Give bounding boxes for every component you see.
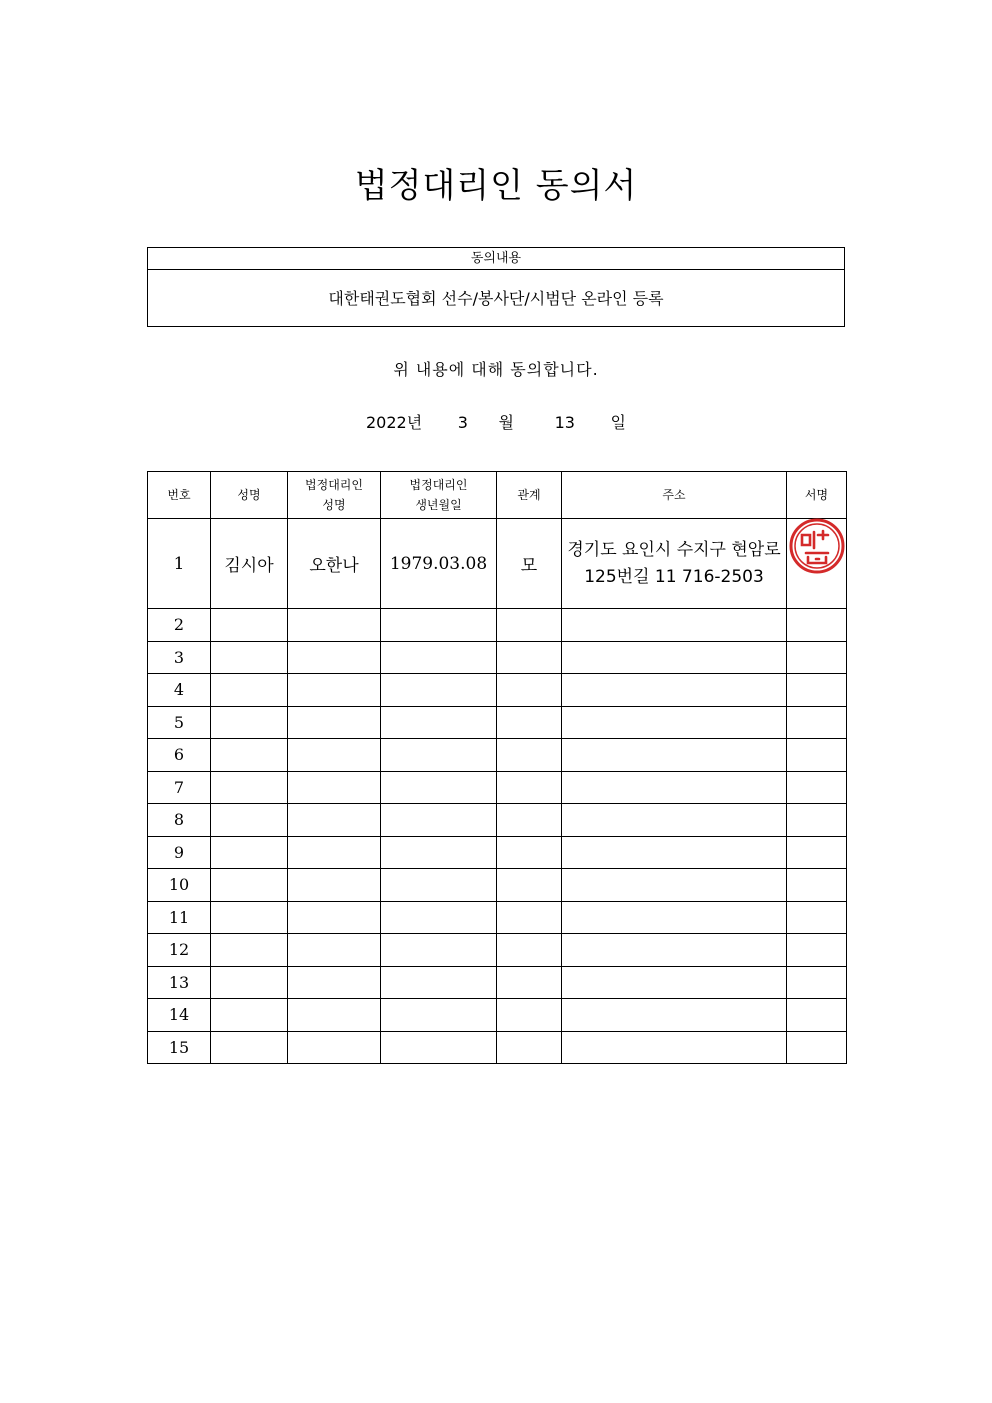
cell-signature: [787, 1031, 847, 1064]
table-row: [148, 966, 847, 999]
cell-no: 2: [148, 609, 211, 642]
cell-relation: [497, 706, 562, 739]
cell-signature: [787, 674, 847, 707]
cell-signature: [787, 966, 847, 999]
cell-address: [562, 1031, 787, 1064]
cell-guardian-name: [288, 836, 381, 869]
table-row: [148, 641, 847, 674]
cell-address: [562, 934, 787, 967]
cell-guardian-birth: 1979.03.08: [381, 519, 497, 609]
cell-relation: [497, 836, 562, 869]
cell-guardian-name: [288, 999, 381, 1032]
consent-content: 대한태권도협회 선수/봉사단/시범단 온라인 등록: [328, 289, 664, 308]
registration-table: [147, 471, 847, 1064]
table-row: [148, 804, 847, 837]
cell-address: [562, 609, 787, 642]
cell-signature: [787, 641, 847, 674]
cell-guardian-birth: [381, 641, 497, 674]
header-guardian-name: 법정대리인 성명: [288, 472, 381, 519]
cell-signature: [787, 999, 847, 1032]
cell-guardian-birth: [381, 901, 497, 934]
cell-name: [211, 1031, 288, 1064]
cell-name: [211, 609, 288, 642]
header-guardian-birth: 법정대리인 생년월일: [381, 472, 497, 519]
seal-stamp: [788, 517, 846, 575]
cell-address: [562, 999, 787, 1032]
cell-relation: [497, 999, 562, 1032]
cell-signature: [787, 836, 847, 869]
cell-relation: [497, 804, 562, 837]
consent-header: 동의내용: [148, 248, 844, 270]
cell-guardian-birth: [381, 869, 497, 902]
table-row: [148, 934, 847, 967]
cell-address: [562, 901, 787, 934]
table-row: [148, 836, 847, 869]
cell-guardian-name: [288, 966, 381, 999]
cell-guardian-birth: [381, 1031, 497, 1064]
header-address: 주소: [562, 472, 787, 519]
cell-no: 4: [148, 674, 211, 707]
cell-signature: [787, 706, 847, 739]
cell-relation: [497, 739, 562, 772]
cell-guardian-birth: [381, 836, 497, 869]
header-name: 성명: [211, 472, 288, 519]
cell-guardian-name: [288, 641, 381, 674]
cell-signature: [787, 901, 847, 934]
cell-guardian-name: 오한나: [288, 519, 381, 609]
header-signature: 서명: [787, 472, 847, 519]
cell-guardian-name: [288, 804, 381, 837]
table-row: [148, 901, 847, 934]
table-row: [148, 1031, 847, 1064]
cell-name: [211, 934, 288, 967]
cell-signature: [787, 804, 847, 837]
cell-relation: [497, 674, 562, 707]
cell-name: [211, 836, 288, 869]
cell-no: 9: [148, 836, 211, 869]
cell-address: [562, 836, 787, 869]
cell-relation: [497, 771, 562, 804]
cell-relation: [497, 901, 562, 934]
cell-no: 13: [148, 966, 211, 999]
table-row: [148, 771, 847, 804]
table-row: [148, 869, 847, 902]
cell-relation: [497, 869, 562, 902]
cell-signature: [787, 934, 847, 967]
cell-relation: [497, 934, 562, 967]
table-row: [148, 674, 847, 707]
cell-address: [562, 674, 787, 707]
cell-guardian-birth: [381, 934, 497, 967]
cell-address: [562, 771, 787, 804]
cell-guardian-name: [288, 869, 381, 902]
cell-guardian-name: [288, 706, 381, 739]
cell-address: [562, 641, 787, 674]
cell-guardian-name: [288, 739, 381, 772]
cell-name: [211, 804, 288, 837]
cell-name: [211, 641, 288, 674]
cell-signature: [787, 609, 847, 642]
cell-no: 15: [148, 1031, 211, 1064]
cell-guardian-birth: [381, 706, 497, 739]
cell-name: [211, 869, 288, 902]
cell-address: [562, 966, 787, 999]
table-row: [148, 519, 847, 609]
cell-name: [211, 706, 288, 739]
cell-signature: [787, 771, 847, 804]
cell-no: 10: [148, 869, 211, 902]
cell-relation: [497, 641, 562, 674]
cell-no: 14: [148, 999, 211, 1032]
agreement-statement: 위 내용에 대해 동의합니다.: [393, 360, 599, 379]
cell-no: 11: [148, 901, 211, 934]
cell-name: 김시아: [211, 519, 288, 609]
cell-no: 1: [148, 519, 211, 609]
header-no: 번호: [148, 472, 211, 519]
table-row: [148, 609, 847, 642]
cell-address: [562, 804, 787, 837]
cell-no: 3: [148, 641, 211, 674]
consent-box: [147, 247, 845, 327]
cell-address: [562, 869, 787, 902]
consent-date: 2022년 3 월 13 일: [365, 413, 627, 432]
cell-signature: [787, 869, 847, 902]
cell-address: [562, 739, 787, 772]
cell-name: [211, 739, 288, 772]
document-title: 법정대리인 동의서: [354, 166, 638, 206]
cell-relation: [497, 609, 562, 642]
cell-no: 6: [148, 739, 211, 772]
cell-guardian-birth: [381, 999, 497, 1032]
cell-guardian-birth: [381, 739, 497, 772]
table-row: [148, 739, 847, 772]
cell-guardian-birth: [381, 966, 497, 999]
cell-guardian-name: [288, 901, 381, 934]
cell-guardian-name: [288, 771, 381, 804]
cell-guardian-birth: [381, 674, 497, 707]
cell-address: [562, 706, 787, 739]
cell-name: [211, 966, 288, 999]
cell-guardian-birth: [381, 609, 497, 642]
cell-no: 5: [148, 706, 211, 739]
table-row: [148, 706, 847, 739]
cell-name: [211, 999, 288, 1032]
table-row: [148, 999, 847, 1032]
cell-relation: [497, 1031, 562, 1064]
table-header-row: [148, 472, 847, 519]
cell-signature: [787, 519, 847, 609]
cell-address: 경기도 요인시 수지구 현암로 125번길 11 716-2503: [562, 519, 787, 609]
cell-guardian-birth: [381, 804, 497, 837]
cell-guardian-name: [288, 609, 381, 642]
cell-signature: [787, 739, 847, 772]
cell-name: [211, 674, 288, 707]
cell-no: 7: [148, 771, 211, 804]
cell-guardian-birth: [381, 771, 497, 804]
cell-name: [211, 901, 288, 934]
cell-name: [211, 771, 288, 804]
header-relation: 관계: [497, 472, 562, 519]
cell-guardian-name: [288, 934, 381, 967]
cell-relation: 모: [497, 519, 562, 609]
cell-guardian-name: [288, 1031, 381, 1064]
cell-guardian-name: [288, 674, 381, 707]
cell-relation: [497, 966, 562, 999]
cell-no: 12: [148, 934, 211, 967]
cell-no: 8: [148, 804, 211, 837]
